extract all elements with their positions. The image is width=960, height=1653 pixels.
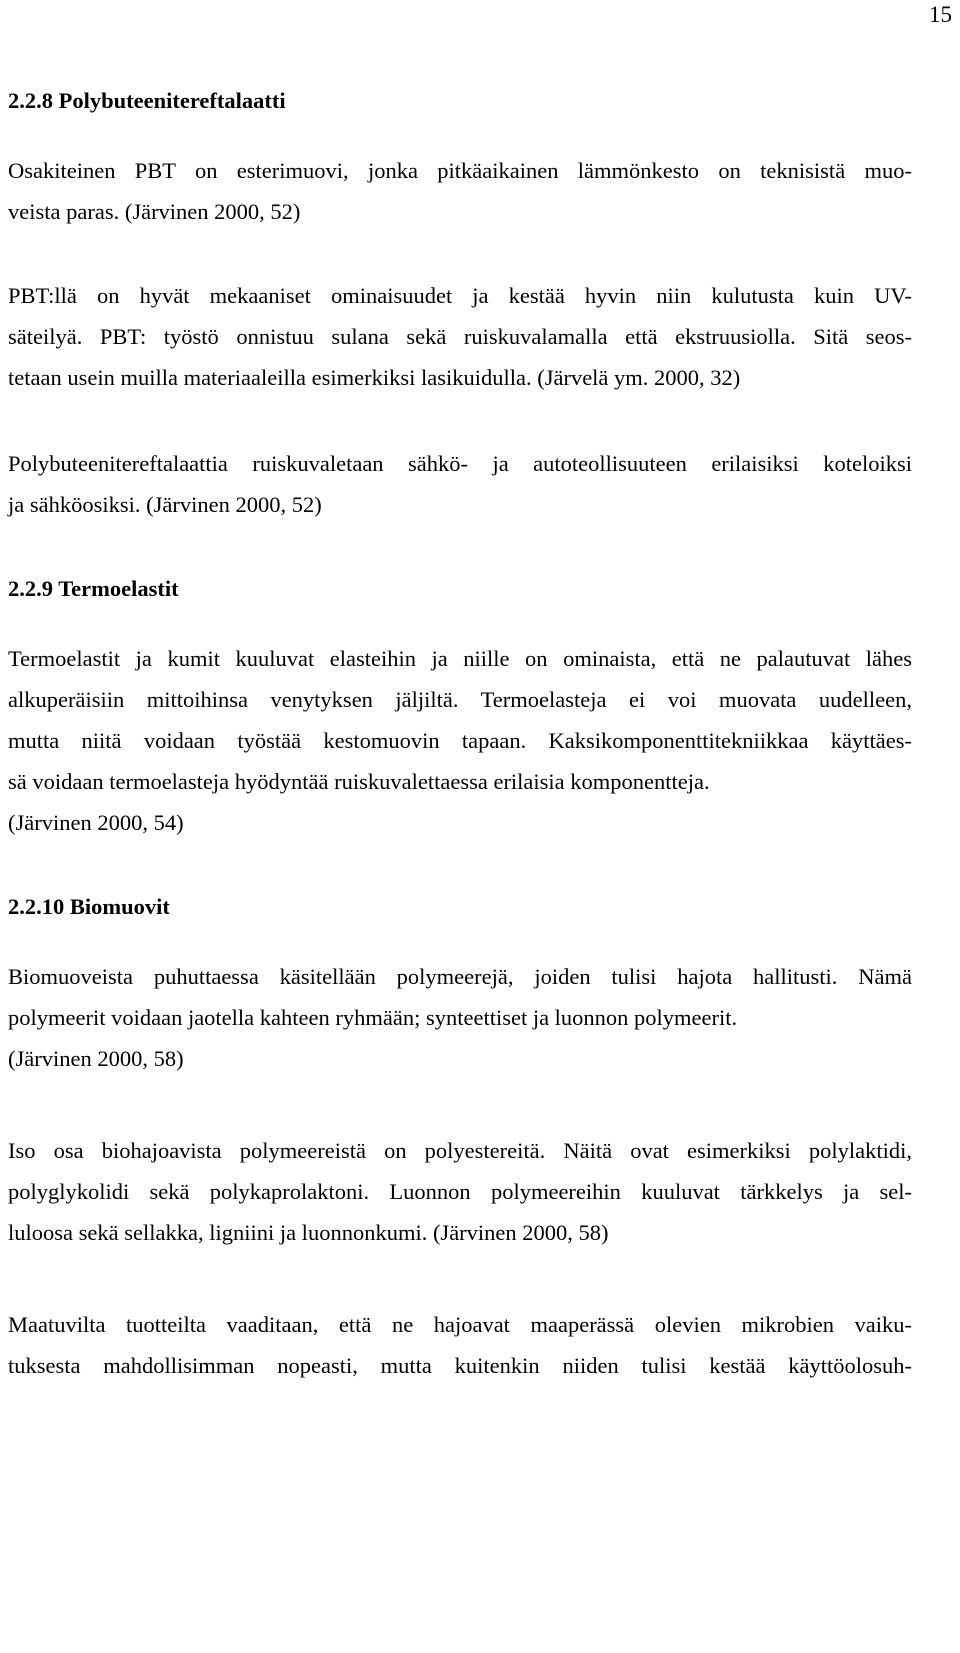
- paragraph-line: mutta niitä voidaan työstää kestomuovin tapaan. Kaksikomponenttitekniikkaa käyttäes-: [8, 728, 912, 753]
- paragraph-line: Biomuoveista puhuttaessa käsitellään polymeerejä, joiden tulisi hajota hallitusti. Nämä: [8, 964, 912, 989]
- paragraph-line: Iso osa biohajoavista polymeereistä on polyestereitä. Näitä ovat esimerkiksi polylaktidi,: [8, 1138, 912, 1163]
- paragraph-line: (Järvinen 2000, 54): [8, 810, 184, 835]
- paragraph: [8, 1310, 912, 1381]
- paragraph-line: polyglykolidi sekä polykaprolaktoni. Luonnon polymeereihin kuuluvat tärkkelys ja sel-: [8, 1179, 912, 1204]
- paragraph-line: tetaan usein muilla materiaaleilla esimerkiksi lasikuidulla. (Järvelä ym. 2000, 32): [8, 365, 741, 390]
- section-heading-2-2-9: 2.2.9 Termoelastit: [8, 576, 179, 601]
- paragraph: [8, 1136, 912, 1248]
- paragraph: [8, 156, 912, 227]
- paragraph: [8, 281, 912, 393]
- section-heading-2-2-10: 2.2.10 Biomuovit: [8, 894, 170, 919]
- paragraph-line: Osakiteinen PBT on esterimuovi, jonka pitkäaikainen lämmönkesto on teknisistä muo-: [8, 158, 912, 183]
- page-number: 15: [929, 2, 952, 27]
- paragraph-line: veista paras. (Järvinen 2000, 52): [8, 199, 301, 224]
- paragraph-line: Polybuteenitereftalaattia ruiskuvaletaan sähkö- ja autoteollisuuteen erilaisiksi koteloiksi: [8, 451, 912, 476]
- paragraph-line: tuksesta mahdollisimman nopeasti, mutta kuitenkin niiden tulisi kestää käyttöolosuh-: [8, 1353, 912, 1378]
- paragraph-line: ja sähköosiksi. (Järvinen 2000, 52): [8, 492, 322, 517]
- paragraph: [8, 962, 912, 1074]
- document-body: [8, 86, 912, 1381]
- paragraph-line: Termoelastit ja kumit kuuluvat elasteihin ja niille on ominaista, että ne palautuvat lähes: [8, 646, 912, 671]
- paragraph-line: alkuperäisiin mittoihinsa venytyksen jäljiltä. Termoelasteja ei voi muovata uudelleen,: [8, 687, 912, 712]
- section-heading-2-2-8: 2.2.8 Polybuteenitereftalaatti: [8, 88, 286, 113]
- paragraph-line: polymeerit voidaan jaotella kahteen ryhmään; synteettiset ja luonnon polymeerit.: [8, 1005, 738, 1030]
- paragraph-line: sä voidaan termoelasteja hyödyntää ruiskuvalettaessa erilaisia komponentteja.: [8, 769, 710, 794]
- paragraph-line: (Järvinen 2000, 58): [8, 1046, 184, 1071]
- paragraph-line: säteilyä. PBT: työstö onnistuu sulana sekä ruiskuvalamalla että ekstruusiolla. Sitä seos-: [8, 324, 912, 349]
- paragraph-line: Maatuvilta tuotteilta vaaditaan, että ne hajoavat maaperässä olevien mikrobien vaiku-: [8, 1312, 912, 1337]
- paragraph: [8, 644, 912, 838]
- paragraph: [8, 449, 912, 520]
- paragraph-line: luloosa sekä sellakka, ligniini ja luonnonkumi. (Järvinen 2000, 58): [8, 1220, 609, 1245]
- paragraph-line: PBT:llä on hyvät mekaaniset ominaisuudet ja kestää hyvin niin kulutusta kuin UV-: [8, 283, 912, 308]
